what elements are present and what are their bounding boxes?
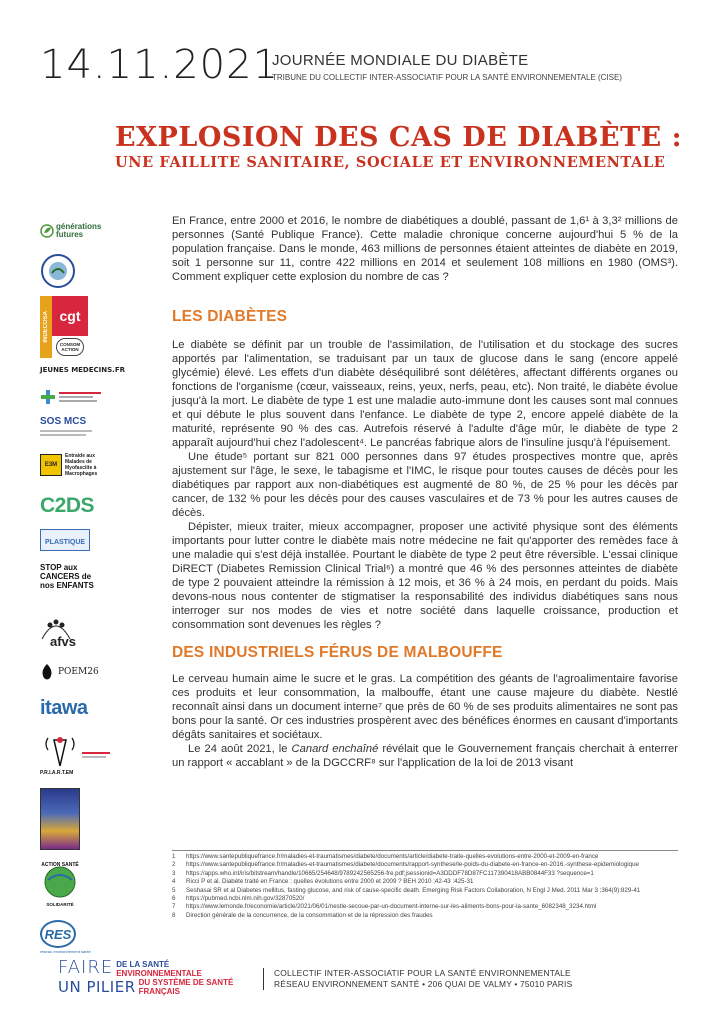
footnote-number: 1 <box>172 853 176 860</box>
footnote-link[interactable]: https://apps.who.int/iris/bitstream/handle/10665/254648/9789242565256-fre.pdf;jsessionid=A3DDDF78D87FC117390418ABB0844F33 ?sequence=1 <box>186 869 594 877</box>
footer-sante-environnementale <box>116 961 202 978</box>
document-date: 14.11.2021 <box>40 42 280 88</box>
logo-itawa <box>40 694 140 722</box>
section2-paragraph-2-part-a: Le 24 août 2021, le <box>188 743 292 755</box>
footnote-text: Ricci P et al. Diabète traité en France : quelles évolutions entre 2000 et 2009 ? BEH 2010 ;42-43 :425-31 <box>186 878 474 886</box>
footer-campaign-logo <box>58 957 258 996</box>
footer-environnementale: ENVIRONNEMENTALE <box>116 968 202 978</box>
footer-francais: FRANÇAIS <box>138 986 180 996</box>
footer-un-pilier: UN PILIER <box>58 978 136 996</box>
logo-poem26-text: POEM26 <box>58 667 99 677</box>
svg-text:SOLIDARITÉ: SOLIDARITÉ <box>46 902 74 907</box>
footnote-link[interactable]: https://pubmed.ncbi.nlm.nih.gov/32870520/ <box>186 895 305 903</box>
logo-res-subtitle: réseau environnement santé <box>40 949 91 954</box>
article-title: EXPLOSION DES CAS DE DIABÈTE : <box>115 122 683 153</box>
globe-hands-icon <box>40 860 80 908</box>
footer-faire: FAIRE <box>58 957 114 978</box>
logo-stop-cancers-text: STOP aux CANCERS de nos ENFANTS <box>40 562 94 590</box>
logo-priartem-text: P.R.I.A.R.T.EM <box>40 770 74 776</box>
section-title-les-diabetes: LES DIABÈTES <box>172 308 288 325</box>
logo-jeunes-medecins-text: JEUNES MEDECINS.FR <box>40 366 126 374</box>
logo-action-sante-solidarite <box>40 858 140 910</box>
footer-address <box>274 968 572 990</box>
footnote <box>172 861 678 869</box>
logo-consom-action-text: CONSOM ACTION <box>59 342 81 352</box>
footnote <box>172 895 678 903</box>
header-subtitle: TRIBUNE DU COLLECTIF INTER-ASSOCIATIF POUR LA SANTÉ ENVIRONNEMENTALE (CISE) <box>272 73 622 82</box>
footnote-number: 7 <box>172 903 176 911</box>
footnote-link[interactable]: https://www.santepubliquefrance.fr/maladies-et-traumatismes/diabete/documents/rapport-synthese/le-poids-du-diabete-en-france-en-2016.-synthese-epidemiologique <box>186 861 639 869</box>
section2-paragraph-1: Le cerveau humain aime le sucre et le gras. La compétition des géants de l'agroalimentaire favorise ces produits et leur consommation, la malbouffe, étant une cause majeure du diabète. Nestlé reconnaît ainsi dans un document interne⁷ que près de 60 % de ses produits alimentaires ne sont pas bons pour la santé. Or ces industries prospèrent avec des bénéfices énormes en causant d'importants dégâts sanitaires et sociétaux. <box>172 673 678 741</box>
svg-text:ACTION SANTÉ: ACTION SANTÉ <box>41 862 79 868</box>
footnote-number: 5 <box>172 886 176 894</box>
logo-c2ds-text: C2DS <box>40 494 95 517</box>
logo-res-text: RES <box>44 926 72 942</box>
footnote <box>172 912 678 920</box>
logo-entraide-text: Entraide aux Malades de Myofasciite à Macrophages <box>65 453 98 477</box>
art-collective-image <box>40 788 80 850</box>
canard-enchaine-title: Canard enchaîné <box>291 743 379 755</box>
footer-line-2: RÉSEAU ENVIRONNEMENT SANTÉ • 206 QUAI DE VALMY • 75010 PARIS <box>274 979 573 989</box>
logo-priartem <box>40 732 140 778</box>
article-body <box>172 214 678 770</box>
footer-line-1: COLLECTIF INTER-ASSOCIATIF POUR LA SANTÉ ENVIRONNEMENTALE <box>274 968 571 978</box>
leaf-icon <box>40 224 54 238</box>
footer-systeme-sante <box>139 979 234 996</box>
footer-du-systeme: DU SYSTÈME DE SANTÉ <box>138 978 234 987</box>
footnote <box>172 887 678 895</box>
section2-paragraph-2 <box>172 742 678 770</box>
logo-health-network <box>40 384 140 410</box>
article-subtitle: UNE FAILLITE SANITAIRE, SOCIALE ET ENVIRONNEMENTALE <box>115 154 666 171</box>
cross-icon <box>40 389 56 405</box>
logo-indecosa-text: INDECOSA <box>43 311 49 343</box>
footnote-text: Seshasai SR et al Diabetes mellitus, fasting glucose, and risk of cause-specific death. Emerging Risk Factors Collaboration, N Engl J Med. 2011 Mar 3 ;364(9):829-41 <box>186 886 641 894</box>
logo-c2ds <box>40 490 140 522</box>
logo-res <box>40 920 140 958</box>
footer-de-la-sante: DE LA SANTÉ <box>116 960 170 969</box>
footnote-link[interactable]: https://www.santepubliquefrance.fr/maladies-et-traumatismes/diabete/documents/article/diabete-traite-quelles-evolutions-entre-2000-et-2009-en-france <box>186 853 599 860</box>
footnote-number: 8 <box>172 911 176 919</box>
logo-ascef <box>40 252 140 290</box>
footnote-number: 3 <box>172 869 176 877</box>
logo-afvs <box>40 604 140 648</box>
footnote <box>172 878 678 886</box>
logo-sos-mcs-text: SOS MCS <box>40 416 87 427</box>
intro-paragraph: En France, entre 2000 et 2016, le nombre de diabétiques a doublé, passant de 1,6¹ à 3,3² millions de personnes (Santé Publique France). Cette maladie chronique concerne aujourd'hui 5 % de la population française. Dans le monde, 463 millions de personnes étaient atteintes de diabète en 2019, soit 1 personne sur 11, contre 422 millions en 2014 et seulement 108 millions en 1980 (OMS³). Comment expliquer cette explosion du nombre de cas ? <box>172 215 678 283</box>
footnote-number: 4 <box>172 878 176 886</box>
logo-sans-plastique <box>40 530 140 550</box>
footnote-text: Direction générale de la concurrence, de la consommation et de la répression des fraudes <box>186 911 433 919</box>
footnote <box>172 903 678 911</box>
section1-paragraph-3: Dépister, mieux traiter, mieux accompagner, proposer une activité physique sont des éléments importants pour lutter contre le diabète mais notre médecine ne fait qu'apporter des remèdes face à une maladie qui s'est déjà installée. Pourtant le diabète de type 2 peut être réversible. L'essai clinique DiRECT (Diabetes Remission Clinical Trial⁶) a montré que 46 % des personnes atteintes de diabète de type 2 pouvaient atteindre la rémission à 12 mois, et 36 % à 24 mois, en perdant du poids. Mais devons-nous nous contenter de stigmatiser la responsabilité des individus diabétiques sans nous interroger sur nos modes de vies et notre société dans laquelle croissance, production et consommation sont devenues les règles ? <box>172 521 678 631</box>
flame-icon <box>40 663 54 681</box>
header-block <box>272 52 692 82</box>
footnotes <box>172 850 678 920</box>
logo-itawa-text: itawa <box>40 696 88 719</box>
section2-paragraph-2-part-b: révélait que le Gouvernement français cherchait à enterrer un rapport « accablant » de la DGCCRF⁸ sur l'application de la loi de 2013 visant <box>172 743 678 769</box>
footnote-number: 2 <box>172 861 176 869</box>
logo-cgt-indecosa <box>40 296 140 358</box>
logo-cgt-text: cgt <box>59 308 81 324</box>
section-title-industriels: DES INDUSTRIELS FÉRUS DE MALBOUFFE <box>172 644 503 661</box>
logo-jeunes-medecins <box>40 362 140 378</box>
logo-generations-futures <box>40 220 140 242</box>
header-title: JOURNÉE MONDIALE DU DIABÈTE <box>272 52 529 69</box>
section1-paragraph-2: Une étude⁵ portant sur 821 000 personnes dans 97 études prospectives montre que, après ajustement sur l'âge, le sexe, le tabagisme et l'IMC, le risque pour toutes causes de décès pour les diabétiques par rapport aux non-diabétiques est augmenté de 80 %, de 25 % pour les décès par cancer, de 132 % pour les décès pour des causes vasculaires et de 73 % pour les autres causes de décès. <box>172 451 678 519</box>
section1-paragraph-1: Le diabète se définit par un trouble de l'assimilation, de l'utilisation et du stockage des sucres apportés par l'alimentation, se traduisant par un taux de glucose dans le sang (encore appelé glycémie) élevé. Les effets d'un diabète déséquilibré sont délétères, affectant différents organes ou fonctions de l'organisme (cœur, vaisseaux, reins, yeux, nerfs, peau, etc). Non traité, le diabète évolue jusqu'à la mort. Le diabète de type 1 est une maladie auto-immune dont les causes sont mal connues et qui débute le plus souvent dans l'enfance. Le diabète de type 2, encore appelé diabète de la maturité, représente 90 % des cas. Autrefois réservé à l'adulte d'âge mûr, le diabète de type 2 apparaît aujourd'hui chez l'adolescent⁴. Le pancréas fabrique alors de l'insuline jusqu'à l'épuisement. <box>172 339 678 449</box>
footer-divider <box>263 968 264 990</box>
footnote-number: 6 <box>172 895 176 903</box>
antenna-icon <box>40 732 80 770</box>
logo-sans-plastique-text: PLASTIQUE <box>45 539 86 546</box>
logo-sos-mcs <box>40 416 140 446</box>
logo-art-collective <box>40 788 140 850</box>
logo-poem26 <box>40 660 140 684</box>
footnote-link[interactable]: https://www.lemonde.fr/economie/article/2021/06/01/nestle-secoue-par-un-document-interne-sur-les-aliments-bons-pour-la-sante_6082348_3234.html <box>186 903 597 911</box>
ascef-seal-icon <box>40 253 76 289</box>
footnote <box>172 853 678 861</box>
logo-afvs-text: afvs <box>50 633 77 649</box>
logo-generations-futures-text: générations futures <box>56 222 102 239</box>
footnote <box>172 870 678 878</box>
logo-stop-cancers <box>40 560 140 592</box>
logo-entraide: E3M Entraide aux Malades de Myofasciite à Macrophages <box>40 452 140 478</box>
